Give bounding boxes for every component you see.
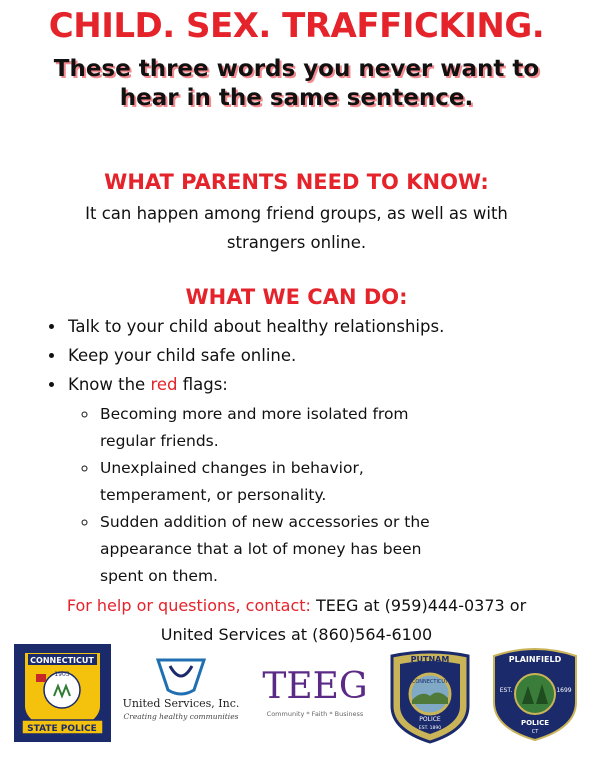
- teeg-name: TEEG: [262, 666, 368, 707]
- subtitle-line-1: These three words you never want to: [53, 56, 540, 82]
- page-title: CHILD. SEX. TRAFFICKING.: [48, 6, 545, 46]
- plainfield-right: 1699: [556, 687, 572, 694]
- plainfield-top: PLAINFIELD: [508, 655, 562, 664]
- united-services-tagline: Creating healthy communities: [123, 712, 239, 721]
- state-police-top: CONNECTICUT: [30, 656, 94, 665]
- actions-heading: WHAT WE CAN DO:: [185, 285, 408, 309]
- putnam-bottom: POLICE: [419, 716, 441, 723]
- flag-line: Sudden addition of new accessories or the: [100, 513, 430, 531]
- plainfield-bottom: POLICE: [520, 719, 550, 727]
- teeg-tagline: Community * Faith * Business: [266, 710, 364, 718]
- teeg-logo: [252, 664, 378, 722]
- united-services-name: United Services, Inc.: [122, 697, 240, 710]
- putnam-year: EST. 1890: [418, 726, 442, 731]
- putnam-middle: CONNECTICUT: [411, 679, 449, 685]
- flag-line: temperament, or personality.: [100, 486, 327, 504]
- state-police-year: 1903: [54, 671, 70, 678]
- red-flags-list: [68, 401, 593, 590]
- state-police-logo: [14, 644, 111, 742]
- flags-prefix: Know the: [68, 375, 151, 394]
- parents-text: [0, 199, 593, 257]
- list-item: [98, 509, 593, 590]
- list-item-red-flags: [66, 370, 593, 590]
- plainfield-state: CT: [531, 729, 539, 735]
- plainfield-left: EST.: [499, 687, 513, 694]
- list-item: [98, 455, 593, 509]
- parents-text-line-1: It can happen among friend groups, as well as with: [85, 204, 508, 223]
- list-item: • Keep your child safe online.: [66, 341, 593, 370]
- flag-line: Becoming more and more isolated from: [100, 405, 409, 423]
- state-police-bottom: STATE POLICE: [27, 724, 97, 734]
- list-item: [98, 401, 593, 455]
- flags-red-word: red: [150, 375, 178, 394]
- contact-united[interactable]: United Services at (860)564-6100: [160, 625, 433, 644]
- flag-line: appearance that a lot of money has been: [100, 540, 422, 558]
- flag-line: Unexplained changes in behavior,: [100, 459, 364, 477]
- parents-text-line-2: strangers online.: [226, 233, 367, 252]
- contact-teeg[interactable]: TEEG at (959)444-0373 or: [310, 596, 527, 615]
- plainfield-police-logo: [490, 646, 580, 744]
- contact-label: For help or questions, contact:: [66, 596, 311, 615]
- parents-heading: WHAT PARENTS NEED TO KNOW:: [104, 170, 489, 194]
- subtitle-line-2: hear in the same sentence.: [119, 85, 474, 111]
- flag-icon: [36, 674, 46, 682]
- actions-list: [44, 312, 593, 590]
- flag-line: spent on them.: [100, 567, 218, 585]
- flag-line: regular friends.: [100, 432, 219, 450]
- subtitle: [0, 55, 593, 113]
- contact-info: [0, 591, 593, 649]
- flags-suffix: flags:: [177, 375, 228, 394]
- putnam-police-logo: [386, 650, 474, 746]
- united-services-logo: [118, 656, 244, 724]
- list-item: • Talk to your child about healthy relationships.: [66, 312, 593, 341]
- putnam-top: PUTNAM: [410, 655, 450, 664]
